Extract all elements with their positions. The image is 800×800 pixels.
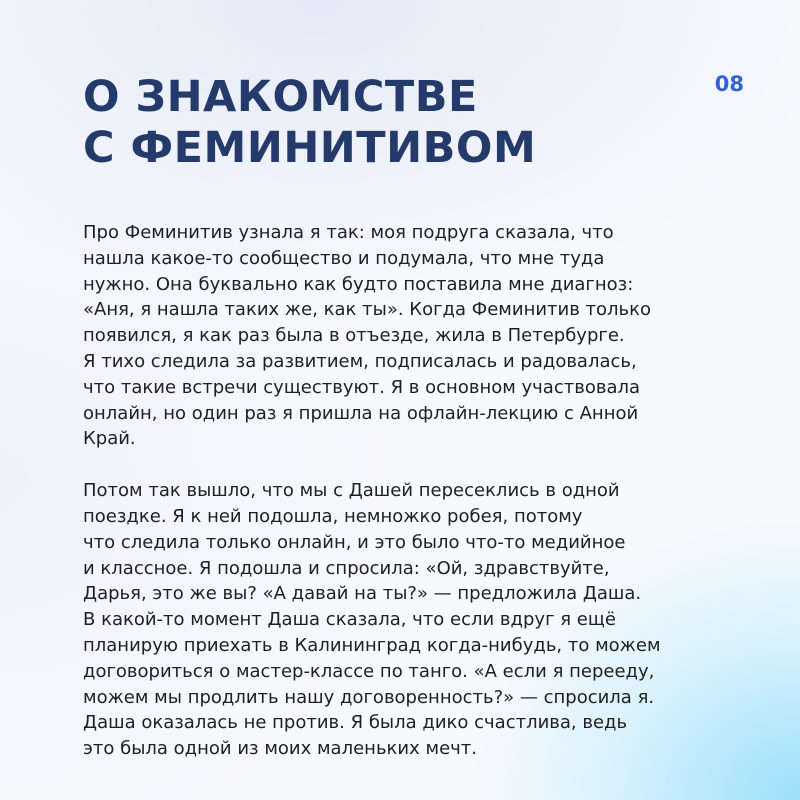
article-body bbox=[83, 220, 763, 788]
page-title-line-2: С ФЕМИНИТИВОМ bbox=[83, 123, 537, 173]
page-title bbox=[83, 72, 536, 174]
page-number: 08 bbox=[714, 72, 744, 96]
paragraph-2: Потом так вышло, что мы с Дашей пересеклись в одной поездке. Я к ней подошла, немножко робея, потому что следила только онлайн, и это было что-то медийное и классное. Я подошла и спросила: «Ой, здравствуйте, Дарья, это же вы? «А давай на ты?» — предложила Даша. В какой-то момент Даша сказала, что если вдруг я ещё планирую приехать в Калининград когда-нибудь, то можем договориться о мастер-классе по танго. «А если я перееду, можем мы продлить нашу договоренность?» — спросила я. Даша оказалась не против. Я была дико счастлива, ведь это была одной из моих маленьких мечт. bbox=[83, 480, 661, 760]
paragraph-1: Про Феминитив узнала я так: моя подруга сказала, что нашла какое-то сообщество и подумала, что мне туда нужно. Она буквально как будто поставила мне диагноз: «Аня, я нашла таких же, как ты». Когда Феминитив только появился, я как раз была в отъезде, жила в Петербурге. Я тихо следила за развитием, подписалась и радовалась, что такие встречи существуют. Я в основном участвовала онлайн, но один раз я пришла на офлайн-лекцию с Анной Край. bbox=[83, 222, 652, 450]
page-title-line-1: О ЗНАКОМСТВЕ bbox=[83, 72, 478, 122]
